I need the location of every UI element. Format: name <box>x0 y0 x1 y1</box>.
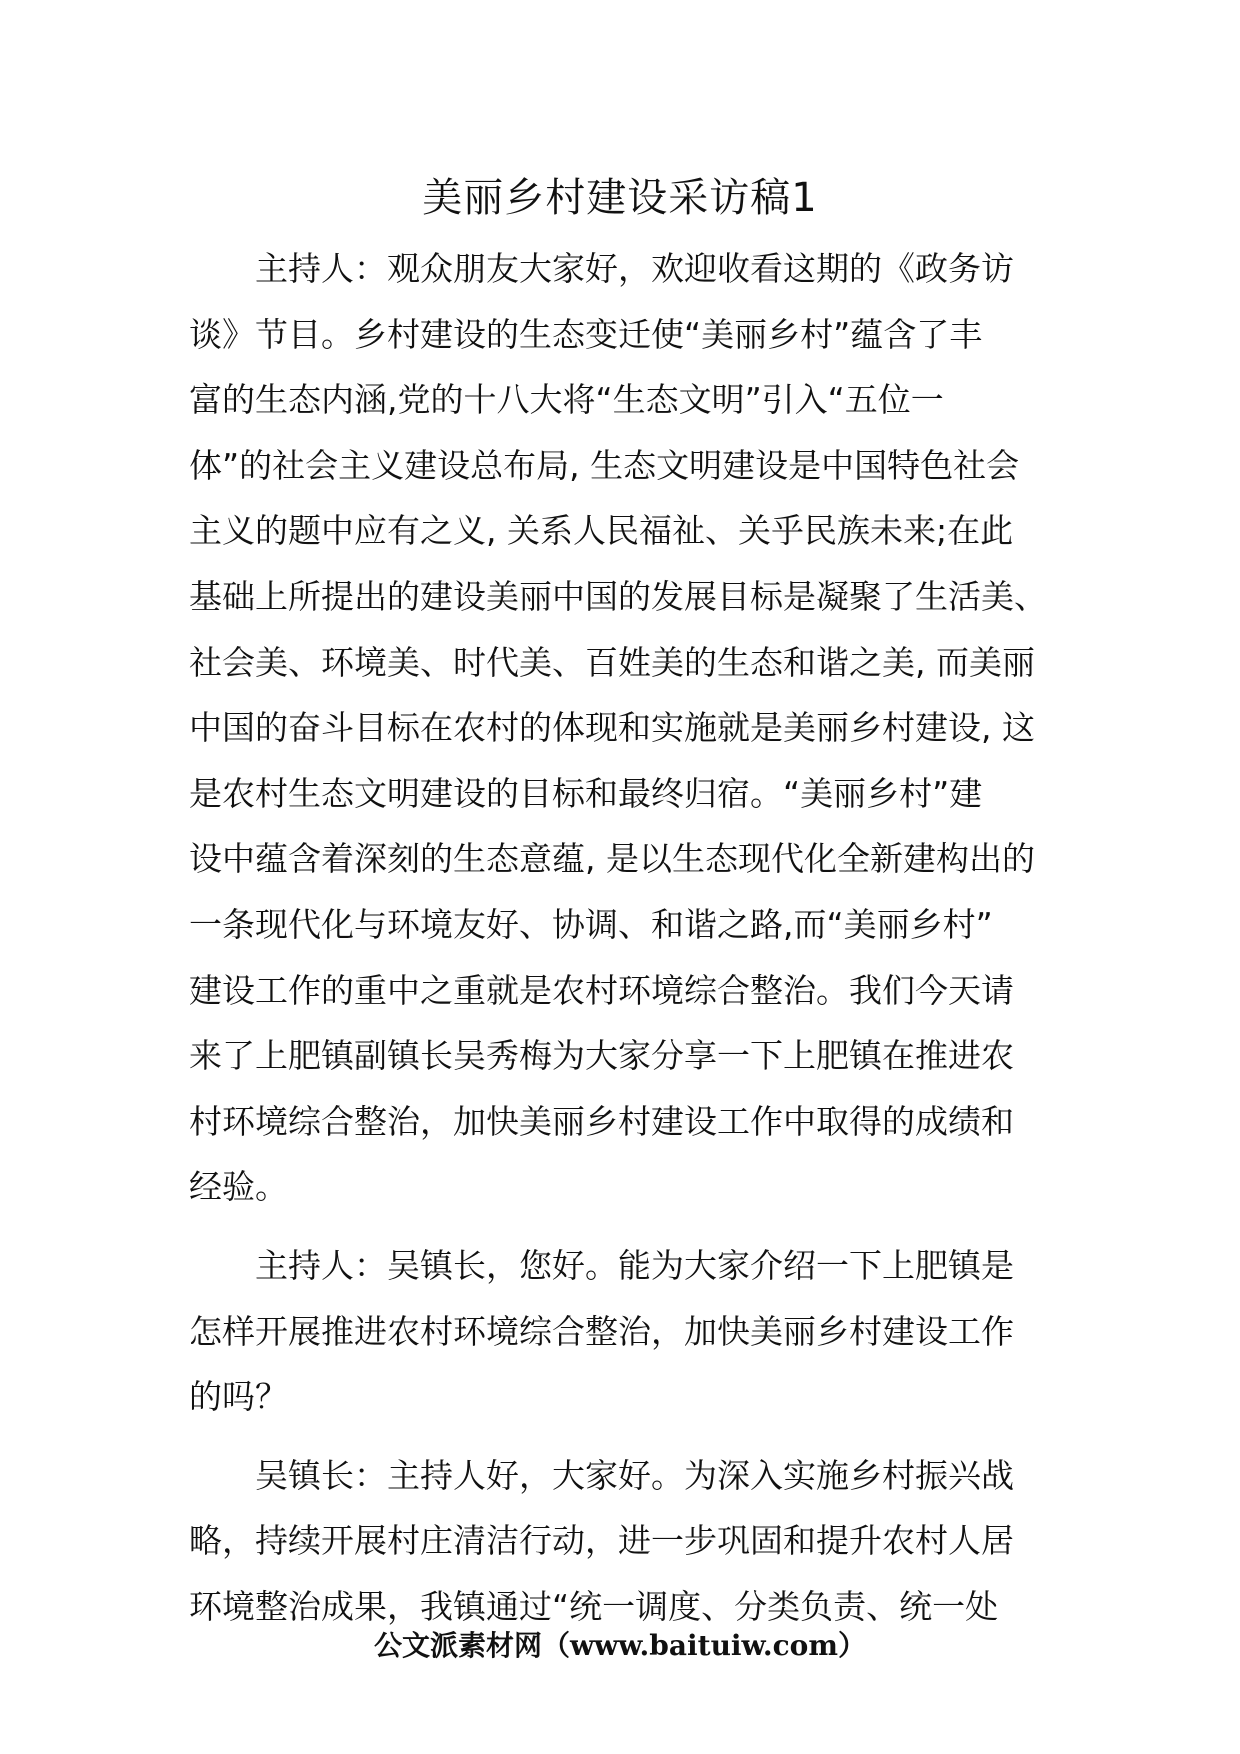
text-line: 基础上所提出的建设美丽中国的发展目标是凝聚了生活美、 <box>189 576 1047 616</box>
text-line: 村环境综合整治，加快美丽乡村建设工作中取得的成绩和 <box>189 1101 1014 1141</box>
text-line: 主持人：观众朋友大家好，欢迎收看这期的《政务访 <box>255 249 1014 288</box>
text-line: 一条现代化与环境友好、协调、和谐之路,而“美丽乡村” <box>189 904 993 944</box>
paragraph-3 <box>189 1443 1059 1640</box>
document-body <box>189 236 1059 1652</box>
text-line: 主持人：吴镇长，您好。能为大家介绍一下上肥镇是 <box>255 1245 1014 1285</box>
text-line: 设中蕴含着深刻的生态意蕴, 是以生态现代化全新建构出的 <box>189 839 1035 879</box>
text-line: 略，持续开展村庄清洁行动，进一步巩固和提升农村人居 <box>189 1521 1014 1561</box>
text-line: 来了上肥镇副镇长吴秀梅为大家分享一下上肥镇在推进农 <box>189 1036 1014 1076</box>
paragraph-1 <box>189 236 1059 1220</box>
text-line: 建设工作的重中之重就是农村环境综合整治。我们今天请 <box>189 970 1014 1010</box>
text-line: 怎样开展推进农村环境综合整治，加快美丽乡村建设工作 <box>189 1311 1014 1351</box>
text-line: 富的生态内涵,党的十八大将“生态文明”引入“五位一 <box>189 380 944 420</box>
text-line: 环境整治成果，我镇通过“统一调度、分类负责、统一处 <box>189 1586 999 1626</box>
text-line: 谈》节目。乡村建设的生态变迁使“美丽乡村”蕴含了丰 <box>189 314 983 354</box>
paragraph-2 <box>189 1233 1059 1430</box>
document-title: 美丽乡村建设采访稿1 <box>422 175 818 221</box>
text-line: 主义的题中应有之义, 关系人民福祉、关乎民族未来;在此 <box>189 511 1014 551</box>
text-line: 经验。 <box>189 1167 288 1207</box>
text-line: 的吗？ <box>189 1377 288 1417</box>
text-line: 中国的奋斗目标在农村的体现和实施就是美丽乡村建设, 这 <box>189 708 1035 748</box>
text-line: 社会美、环境美、时代美、百姓美的生态和谐之美, 而美丽 <box>189 642 1035 682</box>
text-line: 吴镇长：主持人好，大家好。为深入实施乡村振兴战 <box>255 1455 1014 1495</box>
text-line: 体”的社会主义建设总布局, 生态文明建设是中国特色社会 <box>189 445 1020 485</box>
text-line: 是农村生态文明建设的目标和最终归宿。“美丽乡村”建 <box>189 773 983 813</box>
source-watermark: 公文派素材网（www.baituiw.com） <box>374 1629 866 1662</box>
